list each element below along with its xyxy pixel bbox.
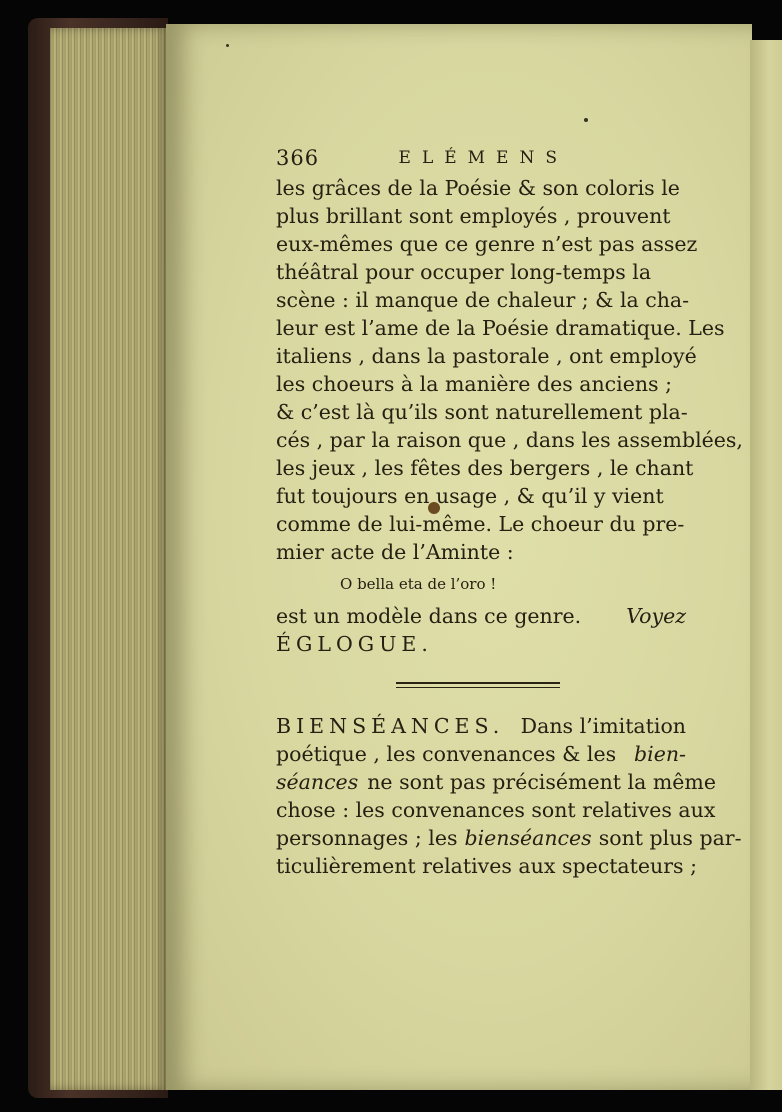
page-edges xyxy=(50,28,168,1090)
text-line xyxy=(276,230,698,258)
text-line xyxy=(276,174,686,202)
page-text xyxy=(276,144,743,880)
text-line xyxy=(276,538,686,566)
line-text: scène : il manque de chaleur ; & la cha- xyxy=(276,288,690,312)
line-text: eux-mêmes que ce genre n’est pas assez xyxy=(276,232,698,256)
line-text: est un modèle dans ce genre. xyxy=(276,604,582,628)
text-line xyxy=(276,510,686,538)
article-headword: BIENSÉANCES. xyxy=(276,714,505,738)
line-text: ticulièrement relatives aux spectateurs ; xyxy=(276,854,697,878)
speck xyxy=(226,44,229,47)
text-line xyxy=(276,712,686,740)
text-line xyxy=(276,202,686,230)
text-line xyxy=(276,370,686,398)
text-line xyxy=(276,740,686,768)
text-line xyxy=(276,426,743,454)
line-text: mier acte de l’Aminte : xyxy=(276,540,514,564)
text-line xyxy=(276,454,694,482)
line-text: comme de lui-même. Le choeur du pre- xyxy=(276,512,685,536)
text-line xyxy=(276,602,686,630)
text-line xyxy=(276,258,686,286)
line-text: personnages ; les xyxy=(276,826,458,850)
italic-term: bien- xyxy=(634,742,686,766)
line-text: cés , par la raison que , dans les assemblées, xyxy=(276,428,743,452)
line-text: leur est l’ame de la Poésie dramatique. Les xyxy=(276,316,725,340)
page-number: 366 xyxy=(276,146,320,170)
line-text: fut toujours en usage , & qu’il y vient xyxy=(276,484,664,508)
running-head: ELÉMENS xyxy=(398,148,568,168)
text-line xyxy=(276,398,686,426)
text-line xyxy=(276,852,697,880)
verse-quote: O bella eta de l’oro ! xyxy=(340,575,497,593)
line-text: ne sont pas précisément la même xyxy=(367,770,716,794)
italic-term: bienséances xyxy=(464,826,592,850)
line-text: théâtral pour occuper long-temps la xyxy=(276,260,652,284)
line-text: Dans l’imitation xyxy=(520,714,686,738)
running-header xyxy=(276,144,686,174)
cross-reference: Voyez xyxy=(626,604,686,628)
text-line xyxy=(276,796,716,824)
speck xyxy=(584,118,588,122)
line-text: les choeurs à la manière des anciens ; xyxy=(276,372,672,396)
text-line xyxy=(276,342,697,370)
italic-term: séances xyxy=(276,770,359,794)
line-text: poétique , les convenances & les xyxy=(276,742,617,766)
section-rule xyxy=(396,682,560,688)
line-text: plus brillant sont employés , prouvent xyxy=(276,204,671,228)
line-text: chose : les convenances sont relatives aux xyxy=(276,798,716,822)
line-text: les jeux , les fêtes des bergers , le chant xyxy=(276,456,694,480)
facing-page-edge xyxy=(750,40,782,1090)
line-text: sont plus par- xyxy=(598,826,742,850)
text-line xyxy=(276,482,686,510)
line-text: & c’est là qu’ils sont naturellement pla- xyxy=(276,400,688,424)
line-text: les grâces de la Poésie & son coloris le xyxy=(276,176,680,200)
text-line xyxy=(276,286,690,314)
text-line xyxy=(276,314,725,342)
text-line xyxy=(276,824,742,852)
line-text: italiens , dans la pastorale , ont employé xyxy=(276,344,697,368)
text-line xyxy=(276,768,716,796)
text-line xyxy=(276,630,686,658)
cross-reference-target: ÉGLOGUE. xyxy=(276,632,433,656)
